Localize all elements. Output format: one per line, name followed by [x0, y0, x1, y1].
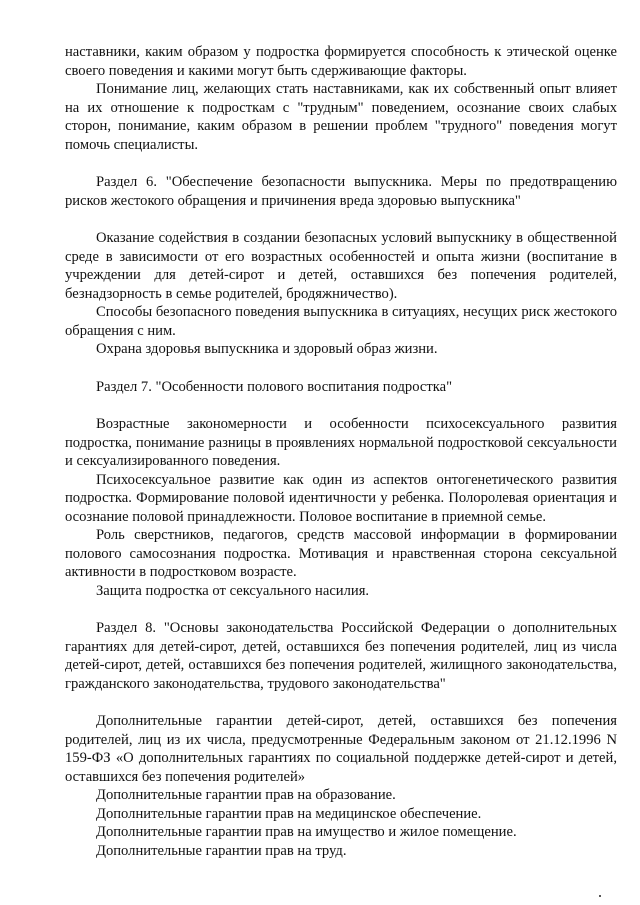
paragraph-continuation: наставники, каким образом у подростка формируется способность к этической оценке своего поведения и какими могут быть сдерживающие факторы.: [65, 44, 617, 79]
document-page: [65, 43, 617, 860]
list-item: Дополнительные гарантии прав на труд.: [96, 842, 347, 859]
paragraph: Понимание лиц, желающих стать наставниками, как их собственный опыт влияет на их отношение к подросткам с "трудным" поведением, осознание своих слабых сторон, понимание, каким образом в решении проблем "трудного" поведения могут помочь специалисты.: [65, 81, 617, 153]
paragraph: Защита подростка от сексуального насилия.: [96, 582, 370, 599]
spacer: [65, 396, 617, 415]
spacer: [65, 154, 617, 173]
section-heading-8: Раздел 8. "Основы законодательства Российской Федерации о дополнительных гарантиях для детей-сирот, детей, оставшихся без попечения родителей, лиц из числа детей-сирот, детей, оставшихся без попечения родителей, жилищного законодательства, гражданского законодательства, трудового законодательства": [65, 620, 617, 692]
spacer: [65, 693, 617, 712]
paragraph: Психосексуальное развитие как один из аспектов онтогенетического развития подростка. Формирование половой идентичности у ребенка. Полоролевая ориентация и осознание половой принадлежности. Половое воспитание в приемной семье.: [65, 471, 617, 525]
list-item: Дополнительные гарантии прав на медицинское обеспечение.: [96, 805, 482, 822]
paragraph: Способы безопасного поведения выпускника в ситуациях, несущих риск жестокого обращения с ним.: [65, 304, 617, 339]
list-item: Дополнительные гарантии прав на имущество и жилое помещение.: [96, 824, 517, 840]
spacer: [65, 359, 617, 378]
paragraph: Оказание содействия в создании безопасных условий выпускнику в общественной среде в зависимости от его возрастных особенностей и опыта жизни (воспитание в учреждении для детей-сирот и детей, оставшихся без попечения родителей, безнадзорность в семье родителей, бродяжничество).: [65, 230, 617, 302]
spacer: [65, 210, 617, 229]
paragraph: Роль сверстников, педагогов, средств массовой информации в формировании полового самосознания подростка. Мотивация и нравственная сторона сексуальной активности в подростковом возрасте.: [65, 527, 617, 580]
list-item: Дополнительные гарантии прав на образование.: [96, 787, 396, 803]
section-heading-6: Раздел 6. "Обеспечение безопасности выпускника. Меры по предотвращению рисков жестокого обращения и причинения вреда здоровью выпускника": [65, 174, 617, 209]
spacer: [65, 600, 617, 619]
section-heading-7: Раздел 7. "Особенности полового воспитания подростка": [96, 378, 453, 395]
scan-speck: [599, 895, 601, 897]
paragraph: Дополнительные гарантии детей-сирот, детей, оставшихся без попечения родителей, лиц из их числа, предусмотренные Федеральным законом от 21.12.1996 N 159-ФЗ «О дополнительных гарантиях по социальной поддержке детей-сирот и детей, оставшихся без попечения родителей»: [65, 713, 617, 785]
paragraph: Возрастные закономерности и особенности психосексуального развития подростка, понимание разницы в проявлениях нормальной подростковой сексуальности и сексуализированного поведения.: [65, 416, 617, 469]
paragraph: Охрана здоровья выпускника и здоровый образ жизни.: [96, 341, 438, 357]
